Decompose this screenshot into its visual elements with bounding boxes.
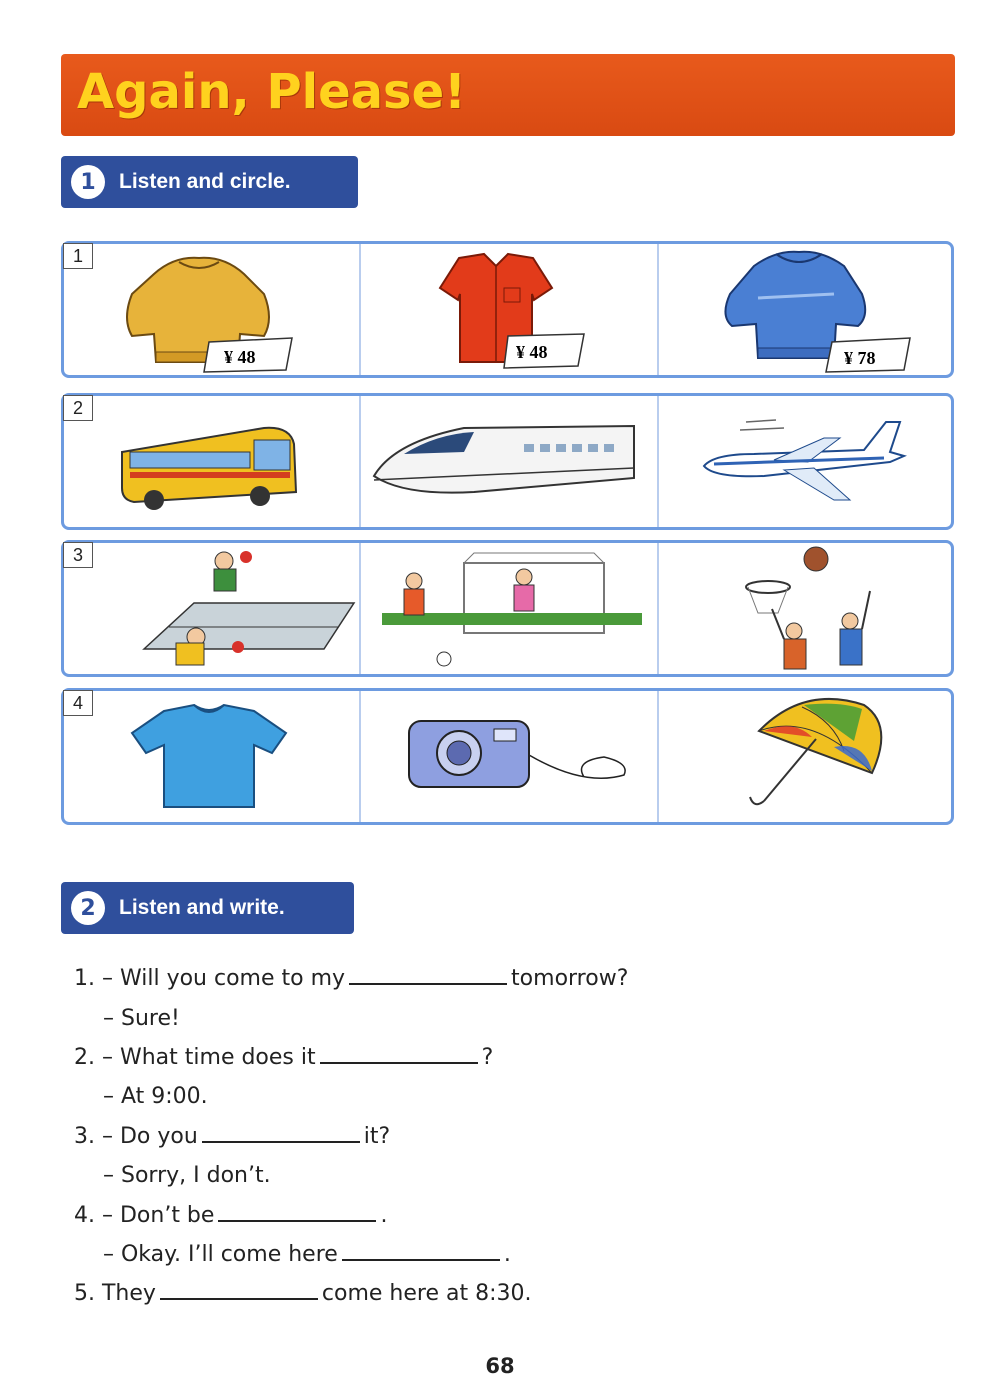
answer-blank[interactable] xyxy=(160,1298,318,1300)
basketball-icon[interactable] xyxy=(746,547,870,669)
answer-blank[interactable] xyxy=(342,1259,500,1261)
t-shirt-icon[interactable] xyxy=(132,705,286,807)
answer-1: – Sure! xyxy=(103,1006,180,1031)
section-1-header xyxy=(61,156,358,208)
answer-blank[interactable] xyxy=(349,983,507,985)
yellow-sweater-price-tag xyxy=(204,338,292,372)
high-speed-train-icon[interactable] xyxy=(374,426,634,493)
answer-blank[interactable] xyxy=(320,1062,478,1064)
question-1: 1. – Will you come to my tomorrow? xyxy=(74,966,629,991)
row-number: 4 xyxy=(63,690,93,716)
soccer-icon[interactable] xyxy=(382,553,642,666)
umbrella-icon[interactable] xyxy=(750,699,881,804)
answer-4: – Okay. I’ll come here . xyxy=(103,1242,511,1267)
blue-sweater-price-tag xyxy=(826,338,910,372)
page-number: 68 xyxy=(485,1354,515,1378)
exercise-row-4 xyxy=(61,688,954,825)
question-5: 5. They come here at 8:30. xyxy=(74,1281,532,1306)
answer-3: – Sorry, I don’t. xyxy=(103,1163,271,1188)
page-title: Again, Please! xyxy=(77,64,467,120)
answer-blank[interactable] xyxy=(218,1220,376,1222)
price-label: ¥ 48 xyxy=(516,342,548,362)
answer-blank[interactable] xyxy=(202,1141,360,1143)
section-2-label: Listen and write. xyxy=(119,896,285,919)
question-3: 3. – Do you it? xyxy=(74,1124,391,1149)
price-label: ¥ 48 xyxy=(224,347,256,367)
ping-pong-icon[interactable] xyxy=(144,551,354,665)
red-shirt-price-tag xyxy=(504,334,584,368)
answer-2: – At 9:00. xyxy=(103,1084,208,1109)
row-number: 2 xyxy=(63,395,93,421)
section-1-number: 1 xyxy=(71,165,105,199)
bus-icon[interactable] xyxy=(122,428,296,510)
exercise-row-1 xyxy=(61,241,954,378)
question-4: 4. – Don’t be . xyxy=(74,1203,388,1228)
exercise-row-3 xyxy=(61,540,954,677)
section-2-number: 2 xyxy=(71,891,105,925)
exercise-row-2 xyxy=(61,393,954,530)
row-number: 3 xyxy=(63,542,93,568)
section-1-label: Listen and circle. xyxy=(119,170,291,193)
question-2: 2. – What time does it ? xyxy=(74,1045,494,1070)
row-number: 1 xyxy=(63,243,93,269)
camera-icon[interactable] xyxy=(409,721,625,787)
airplane-icon[interactable] xyxy=(704,420,904,500)
title-bar xyxy=(61,54,955,136)
section-2-header xyxy=(61,882,354,934)
price-label: ¥ 78 xyxy=(844,348,876,368)
